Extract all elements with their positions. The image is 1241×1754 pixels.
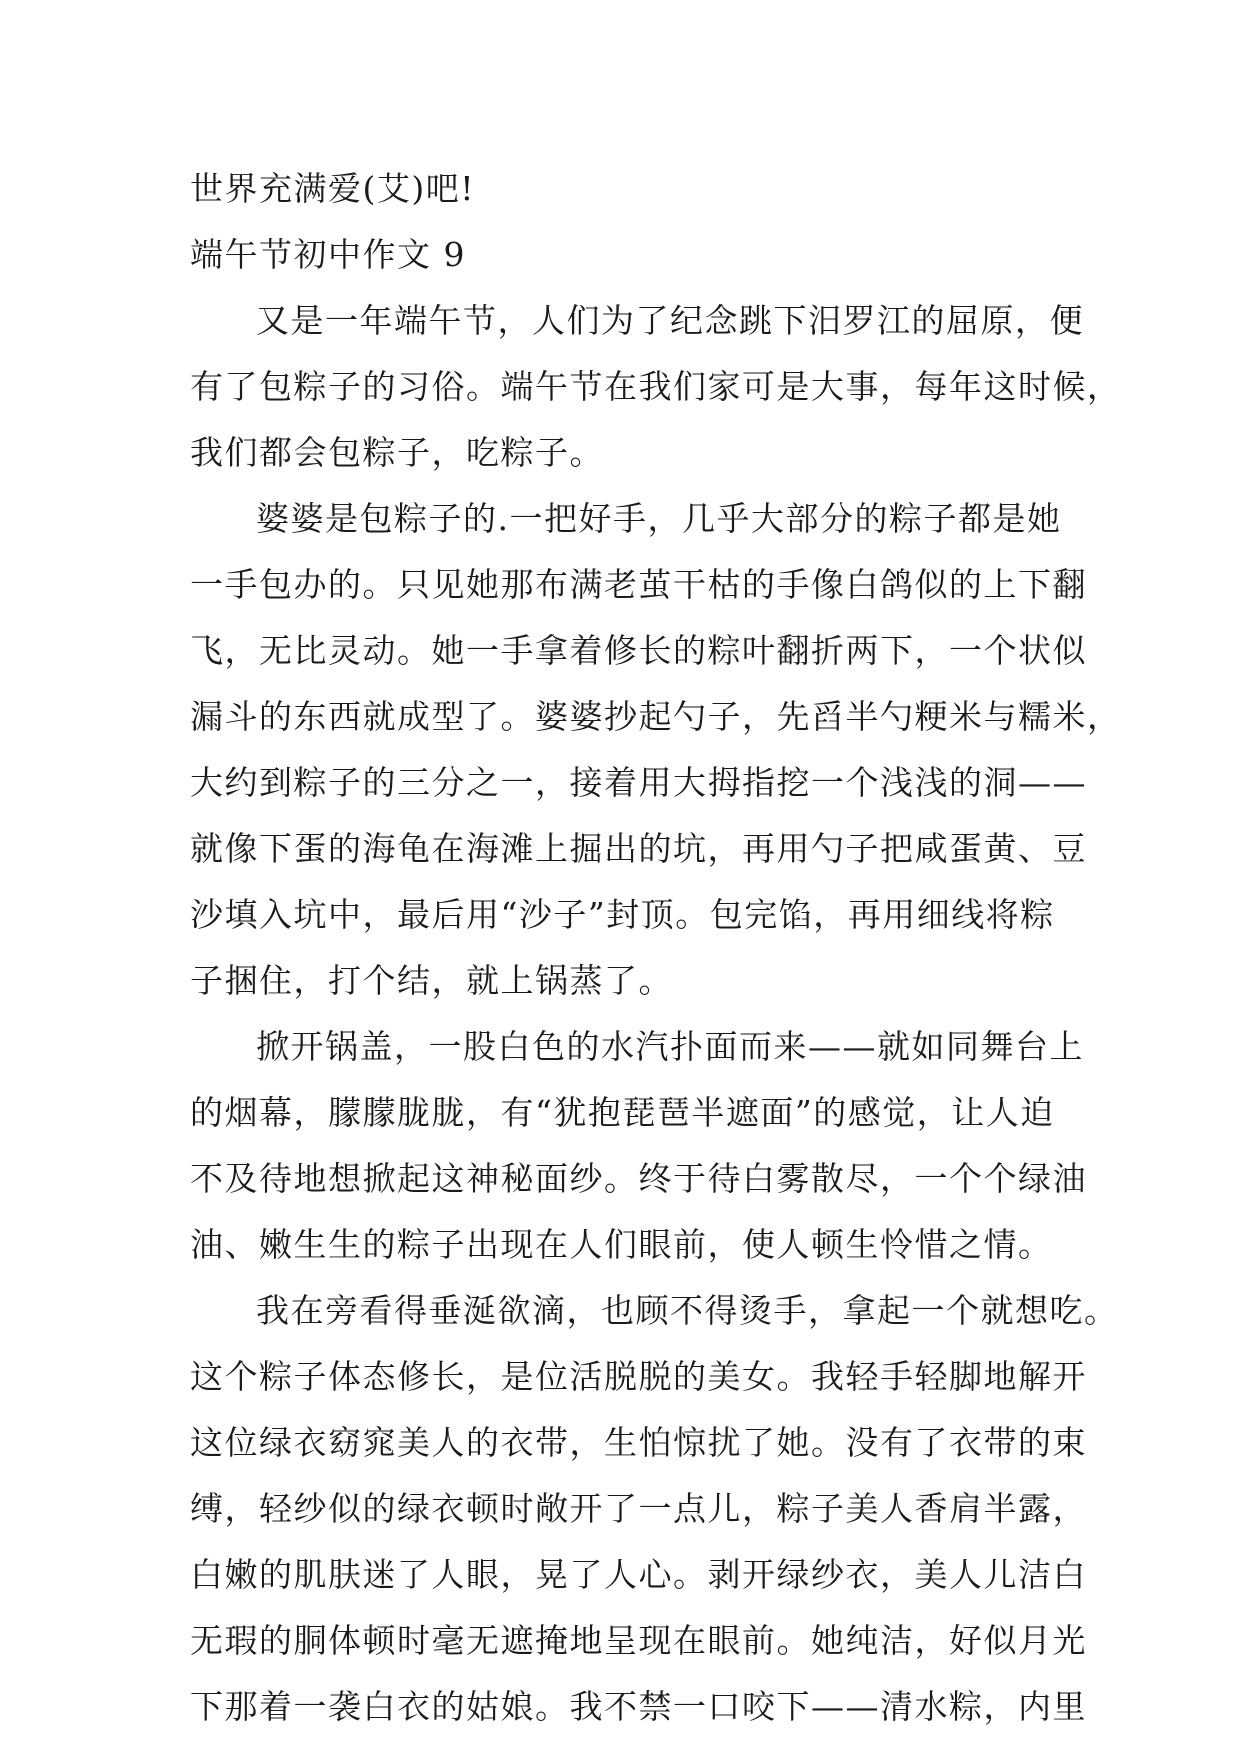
paragraph-line: 又是一年端午节，人们为了纪念跳下汨罗江的屈原，便 — [256, 301, 1084, 340]
paragraph-line: 漏斗的东西就成型了。婆婆抄起勺子，先舀半勺粳米与糯米， — [190, 697, 1122, 736]
paragraph-line: 下那着一袭白衣的姑娘。我不禁一口咬下——清水粽，内里 — [190, 1687, 1087, 1726]
paragraph-line: 一手包办的。只见她那布满老茧干枯的手像白鸽似的上下翻 — [190, 565, 1087, 604]
paragraph-line: 掀开锅盖，一股白色的水汽扑面而来——就如同舞台上 — [256, 1027, 1084, 1066]
paragraph-line: 我们都会包粽子，吃粽子。 — [190, 433, 604, 472]
paragraph-line: 飞，无比灵动。她一手拿着修长的粽叶翻折两下，一个状似 — [190, 631, 1087, 670]
paragraph-line: 这个粽子体态修长，是位活脱脱的美女。我轻手轻脚地解开 — [190, 1357, 1087, 1396]
essay-title: 端午节初中作文 9 — [190, 235, 466, 274]
paragraph-line: 有了包粽子的习俗。端午节在我们家可是大事，每年这时候， — [190, 367, 1122, 406]
paragraph-line: 就像下蛋的海龟在海滩上掘出的坑，再用勺子把咸蛋黄、豆 — [190, 829, 1087, 868]
paragraph-line: 子捆住，打个结，就上锅蒸了。 — [190, 961, 673, 1000]
paragraph-line: 不及待地想掀起这神秘面纱。终于待白雾散尽，一个个绿油 — [190, 1159, 1087, 1198]
paragraph-line: 这位绿衣窈窕美人的衣带，生怕惊扰了她。没有了衣带的束 — [190, 1423, 1087, 1462]
paragraph-line: 缚，轻纱似的绿衣顿时敞开了一点儿，粽子美人香肩半露， — [190, 1489, 1087, 1528]
paragraph-line: 油、嫩生生的粽子出现在人们眼前，使人顿生怜惜之情。 — [190, 1225, 1053, 1264]
paragraph-line: 婆婆是包粽子的.一把好手，几乎大部分的粽子都是她 — [256, 499, 1062, 538]
paragraph-line: 我在旁看得垂涎欲滴，也顾不得烫手，拿起一个就想吃。 — [256, 1291, 1119, 1330]
paragraph-line: 的烟幕，朦朦胧胧，有“犹抱琵琶半遮面”的感觉，让人迫 — [190, 1093, 1055, 1132]
text-line: 世界充满爱(艾)吧! — [190, 169, 476, 208]
paragraph-line: 无瑕的胴体顿时毫无遮掩地呈现在眼前。她纯洁，好似月光 — [190, 1621, 1087, 1660]
document-body — [190, 156, 1122, 1740]
paragraph-line: 大约到粽子的三分之一，接着用大拇指挖一个浅浅的洞—— — [190, 763, 1087, 802]
paragraph-line: 白嫩的肌肤迷了人眼，晃了人心。剥开绿纱衣，美人儿洁白 — [190, 1555, 1087, 1594]
paragraph-line: 沙填入坑中，最后用“沙子”封顶。包完馅，再用细线将粽 — [190, 895, 1055, 934]
